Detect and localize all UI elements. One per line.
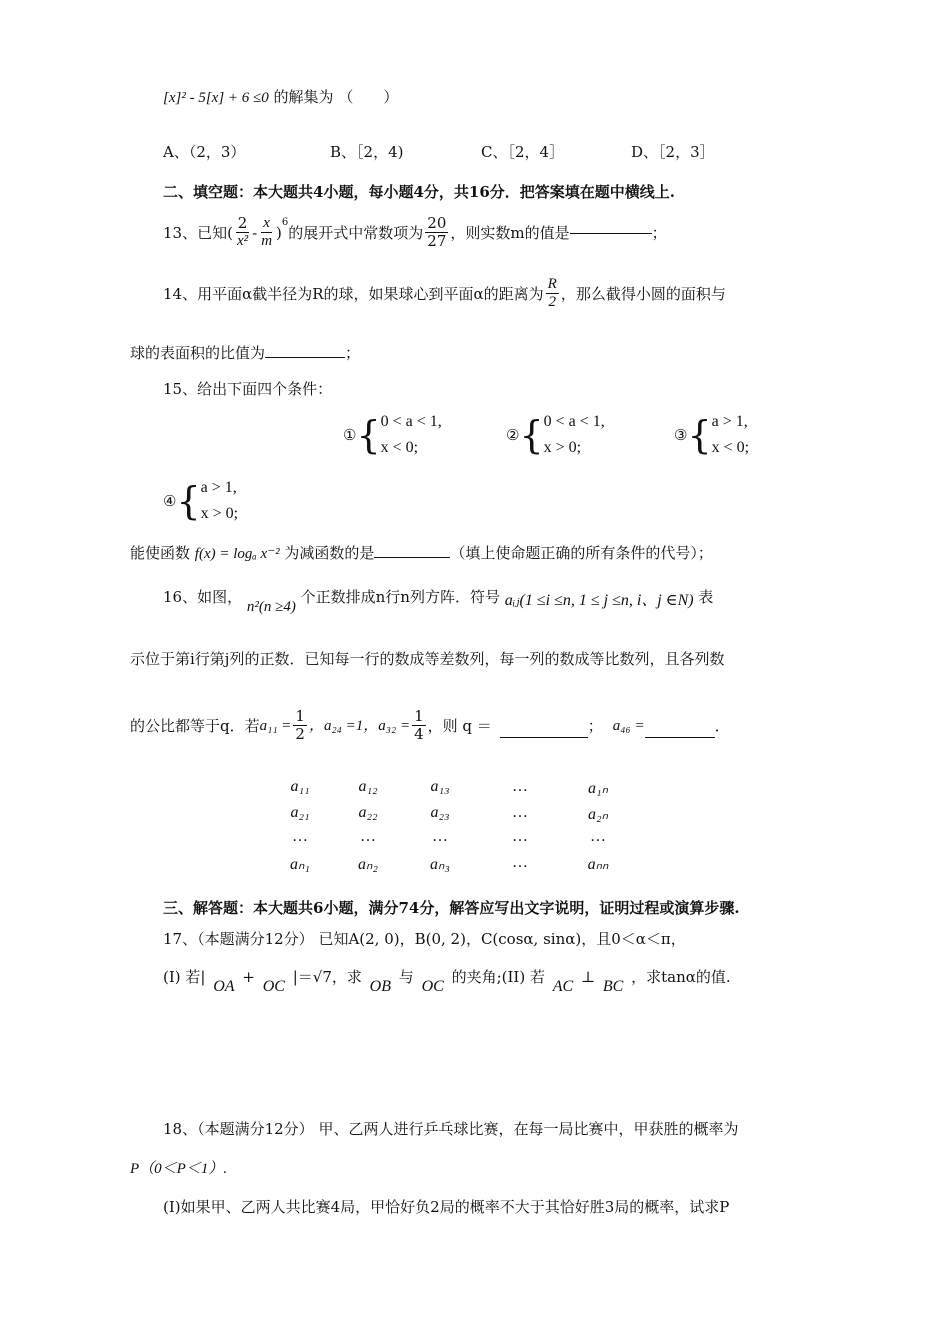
q13-frac-c-den: 27 xyxy=(427,232,447,251)
q13-suffix: ，则实数m的值是 xyxy=(450,223,570,242)
q16-text-f: ； xyxy=(587,716,603,735)
q15-cond1-mark: ① xyxy=(343,426,357,445)
q16-text-d: 的公比都等于q．若 xyxy=(130,716,260,735)
matrix-cell: aₙ₂ xyxy=(358,856,378,873)
q18-line3: (I)如果甲、乙两人共比赛4局，甲恰好负2局的概率不大于其恰好胜3局的概率，试求P xyxy=(163,1198,730,1216)
q15-answer-blank xyxy=(374,556,450,558)
q17-plus: + xyxy=(242,968,255,986)
q16-line3 xyxy=(130,708,730,744)
q16-text-b: 个正数排成n行n列方阵．符号 xyxy=(300,588,500,606)
q17-vector-oa: OA xyxy=(213,978,235,995)
q15-condition-1 xyxy=(343,409,442,462)
q16-a11-den: 2 xyxy=(295,725,305,744)
q15-function: f(x) = logₐ x⁻² xyxy=(194,546,280,562)
q14-text-a: 14、用平面α截半径为R的球，如果球心到平面α的距离为 xyxy=(163,284,544,303)
section2-heading: 二、填空题：本大题共4小题，每小题4分，共16分．把答案填在题中横线上. xyxy=(163,183,675,201)
q16-a32-den: 4 xyxy=(414,725,424,744)
q14-frac-num: R xyxy=(546,276,559,294)
q16-line1 xyxy=(163,588,714,615)
q17-line1: 17、（本题满分12分） 已知A(2, 0)，B(0, 2)，C(cosα, sinα)，且0＜α＜π， xyxy=(163,930,686,948)
q15-cond4-brace: { xyxy=(176,479,201,524)
q13-frac-b-num: x xyxy=(261,215,272,233)
q16-text-a: 16、如图， xyxy=(163,588,243,606)
q12-text: 的解集为 xyxy=(273,88,334,106)
matrix-cell: … xyxy=(512,804,528,821)
q15-question xyxy=(130,544,713,563)
q13-mid: 的展开式中常数项为 xyxy=(288,223,424,242)
matrix-cell: … xyxy=(432,828,448,845)
q13-frac-a xyxy=(235,215,250,251)
q17-perp: ⊥ xyxy=(580,968,596,986)
matrix-cell: … xyxy=(512,778,528,795)
q16-a46-blank xyxy=(645,736,715,738)
q16-text-c: 表 xyxy=(698,588,714,606)
q15-cond3-line2: x < 0; xyxy=(711,439,750,457)
q14-frac-den: 2 xyxy=(548,294,556,311)
q17-vector-oc-2: OC xyxy=(421,978,444,995)
q13-minus: - xyxy=(252,223,258,242)
q18-line1: 18、（本题满分12分） 甲、乙两人进行乒乓球比赛，在每一局比赛中，甲获胜的概率为 xyxy=(163,1120,739,1138)
q14-line2 xyxy=(130,344,360,362)
q15-cond3-line1: a > 1, xyxy=(711,413,748,430)
q15-ask-c: （填上使命题正确的所有条件的代号）； xyxy=(450,544,713,562)
matrix-cell: … xyxy=(292,828,308,845)
q14-text-b: ，那么截得小圆的面积与 xyxy=(560,284,726,303)
q15-cond4-mark: ④ xyxy=(163,492,177,511)
q13-frac-c xyxy=(425,215,448,251)
q12-paren: （ ） xyxy=(338,88,399,106)
q17-part1-d: 的夹角;(II) 若 xyxy=(451,968,545,986)
q17-vector-ob: OB xyxy=(369,978,391,995)
q13-frac-b-den: m xyxy=(261,233,273,250)
q13-frac-c-num: 20 xyxy=(427,214,447,232)
q15-condition-2 xyxy=(506,409,605,462)
matrix-cell: aₙ₃ xyxy=(430,856,450,873)
q15-cond3-system xyxy=(712,409,749,462)
q15-cond2-system xyxy=(544,409,605,462)
q13-close-paren: ) xyxy=(276,223,282,242)
q17-part1-c: 与 xyxy=(398,968,414,986)
matrix-cell: a₂ₙ xyxy=(588,806,608,823)
matrix-cell: a₁₃ xyxy=(430,778,450,795)
matrix-cell: aₙ₁ xyxy=(290,856,310,873)
q15-cond2-line1: 0 < a < 1, xyxy=(543,413,605,430)
q17-vector-oc: OC xyxy=(262,978,285,995)
q12-option-d: D、［2，3］ xyxy=(631,143,715,161)
q16-a32: a₃₂ = xyxy=(378,717,411,734)
q17-part1-a: (I) 若| xyxy=(163,968,206,986)
q13-frac-a-num: 2 xyxy=(237,214,248,232)
q17-part1-b: |＝√7，求 xyxy=(292,968,362,986)
q14-text-c: 球的表面积的比值为 xyxy=(130,344,266,362)
q13-answer-blank xyxy=(570,232,652,234)
q16-a11: a₁₁ = xyxy=(259,717,292,734)
q15-cond2-line2: x > 0; xyxy=(543,439,582,457)
matrix-cell: a₁ₙ xyxy=(588,780,608,797)
q17-vector-bc: BC xyxy=(602,978,624,995)
q13 xyxy=(163,215,667,251)
q15-condition-3 xyxy=(674,409,749,462)
q17-part1-e: ，求tanα的值. xyxy=(631,968,731,986)
matrix-cell: … xyxy=(590,828,606,845)
matrix-cell: … xyxy=(512,828,528,845)
q13-exp: 6 xyxy=(281,216,289,228)
q15-ask-b: 为减函数的是 xyxy=(284,544,375,562)
matrix-cell: … xyxy=(360,828,376,845)
q13-open-paren: ( xyxy=(227,223,233,242)
matrix-cell: a₂₃ xyxy=(430,804,450,821)
q18-line2: P（0＜P＜1）. xyxy=(130,1161,228,1177)
q16-text-g: ． xyxy=(714,716,730,735)
q12-option-c: C、［2，4］ xyxy=(481,143,565,161)
q14-answer-blank xyxy=(265,356,345,358)
q17-line2 xyxy=(163,968,731,995)
q15-cond1-line2: x < 0; xyxy=(380,439,419,457)
q16-a32-frac xyxy=(412,708,426,744)
q15-condition-4 xyxy=(163,475,238,528)
q14-frac xyxy=(546,276,559,312)
q16-cond: n²(n ≥4) xyxy=(246,599,296,615)
q15-cond1-system xyxy=(381,409,442,462)
q16-a24: ，a₂₄ =1， xyxy=(308,717,379,734)
q15-cond2-brace: { xyxy=(519,413,544,458)
q13-frac-a-den: x² xyxy=(236,233,249,250)
q16-a11-frac xyxy=(293,708,307,744)
q15-cond4-line2: x > 0; xyxy=(200,505,239,523)
q15-cond4-line1: a > 1, xyxy=(200,479,237,496)
matrix-cell: a₁₂ xyxy=(358,778,378,795)
q13-prefix: 13、已知 xyxy=(163,223,228,242)
q14-end: ； xyxy=(345,344,361,362)
q16-a11-num: 1 xyxy=(295,707,305,725)
q15-cond1-brace: { xyxy=(356,413,381,458)
q16-symbol: aᵢⱼ(1 ≤i ≤n, 1 ≤ j ≤n, i、j ∈N) xyxy=(504,592,694,609)
q16-a32-num: 1 xyxy=(414,707,424,725)
q12-option-a: A、（2，3） xyxy=(163,143,246,161)
q15-cond3-brace: { xyxy=(687,413,712,458)
matrix-cell: a₂₂ xyxy=(358,804,378,821)
q15-ask-a: 能使函数 xyxy=(130,544,191,562)
q15-intro: 15、给出下面四个条件： xyxy=(163,380,333,398)
q16-text-e: ，则 q ＝ xyxy=(427,716,492,735)
q13-frac-b xyxy=(259,215,274,251)
q15-cond4-system xyxy=(201,475,238,528)
q17-vector-ac: AC xyxy=(552,978,574,995)
matrix-cell: a₂₁ xyxy=(290,804,310,821)
matrix-cell: a₁₁ xyxy=(290,778,310,795)
matrix-cell: aₙₙ xyxy=(587,856,609,873)
q12-tail xyxy=(163,88,398,107)
q15-cond3-mark: ③ xyxy=(674,426,688,445)
q16-a46: a₄₆ = xyxy=(612,717,645,734)
section3-heading: 三、解答题：本大题共6小题，满分74分，解答应写出文字说明，证明过程或演算步骤. xyxy=(163,899,740,917)
q15-cond1-line1: 0 < a < 1, xyxy=(380,413,442,430)
q15-cond2-mark: ② xyxy=(506,426,520,445)
q14-line1 xyxy=(163,276,726,312)
q16-q-blank xyxy=(500,736,588,738)
q16-line2: 示位于第i行第j列的正数．已知每一行的数成等差数列，每一列的数成等比数列，且各列数 xyxy=(130,650,725,668)
q12-option-b: B、［2，4) xyxy=(330,143,404,161)
q12-inequality: [x]² - 5[x] + 6 ≤0 xyxy=(163,90,269,106)
matrix-cell: … xyxy=(512,854,528,871)
q13-end: ； xyxy=(651,223,667,242)
